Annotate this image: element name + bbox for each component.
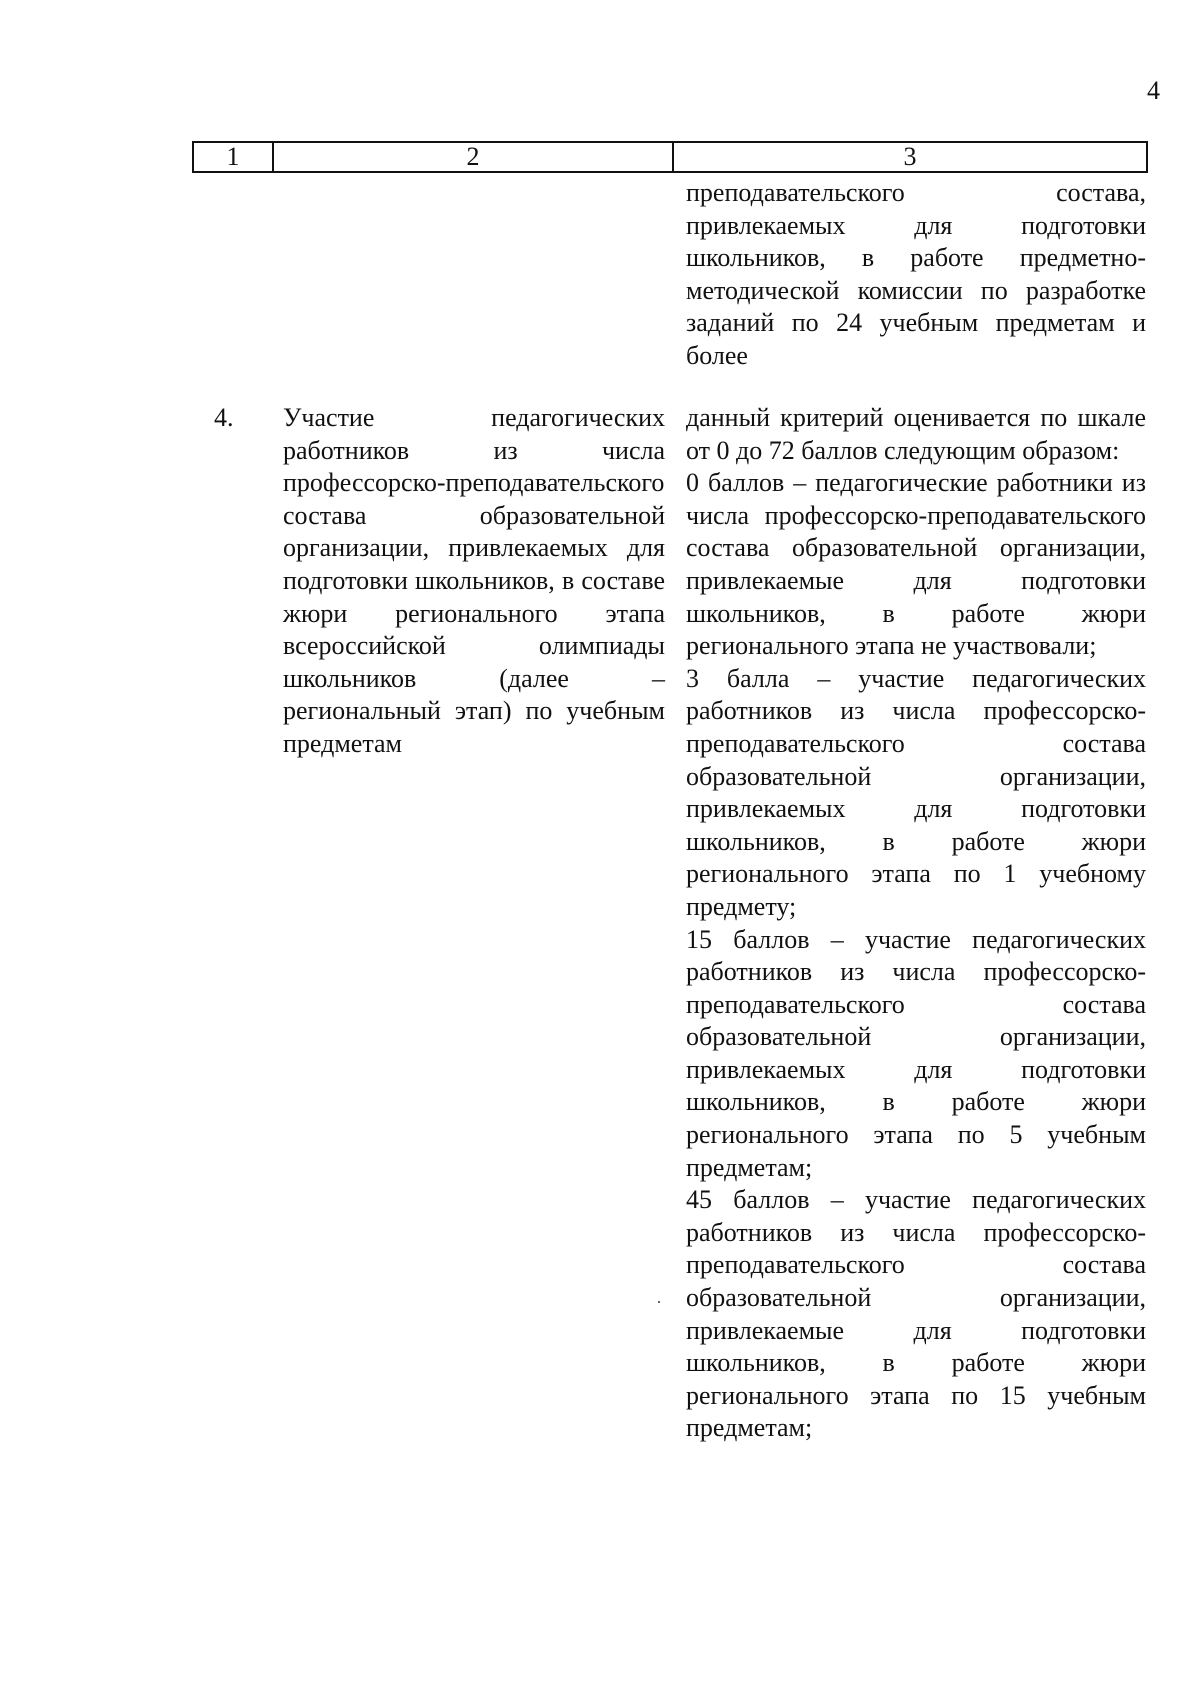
scan-speck bbox=[658, 1301, 660, 1303]
header-cell-2: 2 bbox=[274, 143, 674, 171]
row-number: 4. bbox=[214, 403, 234, 432]
score-item-0: 0 баллов – педагогические работники из числа профессорско-преподавательского состава образовательной организации, привлекаемые для подготовки школьников, в работе жюри регионального этапа не участвовали; bbox=[686, 468, 1146, 661]
score-item-15: 15 баллов – участие педагогических работников из числа профессорско-преподавательского состава образовательной организации, привлекаемых для подготовки школьников, в работе жюри регионального этапа по 5 учебным предметам; bbox=[686, 924, 1146, 1182]
criterion-text: Участие педагогических работников из числа профессорско-преподавательского состава образовательной организации, привлекаемых для подготовки школьников, в составе жюри регионального этапа всероссийской олимпиады школьников (далее – региональный этап) по учебным предметам bbox=[283, 403, 665, 758]
scoring-cell bbox=[686, 402, 1146, 1445]
continuation-text: преподавательского состава, привлекаемых для подготовки школьников, в работе предметно-методической комиссии по разработке заданий по 24 учебным предметам и более bbox=[686, 178, 1146, 370]
header-cell-3: 3 bbox=[903, 142, 917, 171]
score-item-3: 3 балла – участие педагогических работников из числа профессорско-преподавательского состава образовательной организации, привлекаемых для подготовки школьников, в работе жюри регионального этапа по 1 учебному предмету; bbox=[686, 663, 1146, 921]
criterion-cell bbox=[283, 402, 665, 761]
page-number: 4 bbox=[1147, 76, 1160, 105]
header-cell-1: 1 bbox=[194, 143, 274, 171]
score-item-45: 45 баллов – участие педагогических работников из числа профессорско-преподавательского состава образовательной организации, привлекаемые для подготовки школьников, в работе жюри регионального этапа по 15 учебным предметам; bbox=[686, 1185, 1146, 1443]
scoring-intro: данный критерий оценивается по шкале от 0 до 72 баллов следующим образом: bbox=[686, 403, 1146, 465]
continuation-cell bbox=[686, 177, 1146, 373]
table-header-row bbox=[192, 141, 1148, 173]
